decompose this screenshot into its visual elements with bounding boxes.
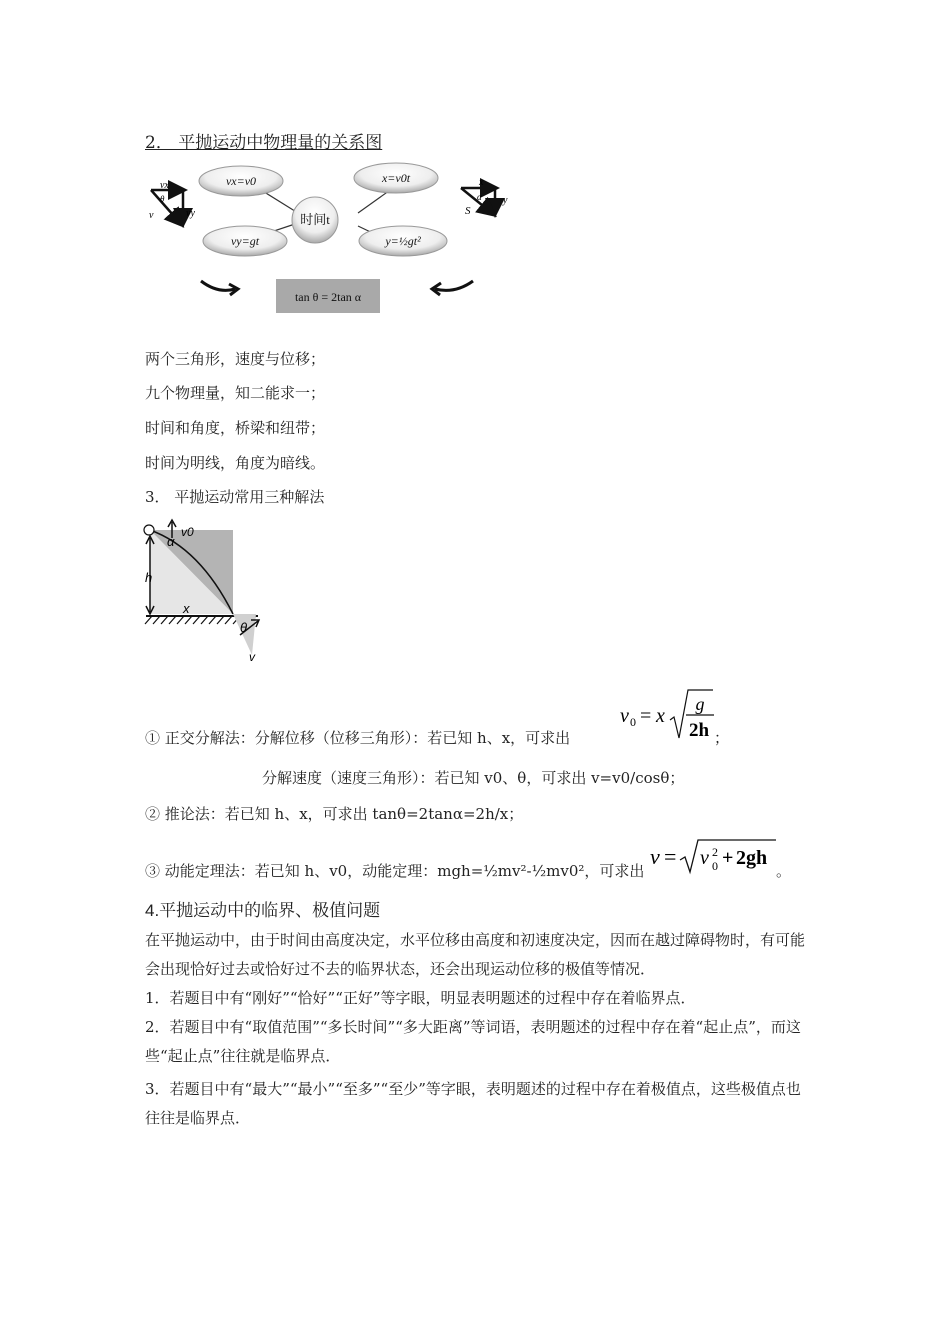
svg-text:=: = [664, 844, 677, 869]
projectile-figure [140, 518, 270, 666]
section-4-item-3: 3．若题目中有“最大”“最小”“至多”“至少”等字眼，表明题述的过程中存在着极值点，这些极值点也往往是临界点． [145, 1080, 801, 1127]
method-1b-text: 分解速度（速度三角形）：若已知 v0、θ，可求出 v=v0/cosθ； [262, 769, 685, 787]
formula-v [648, 834, 780, 878]
method-3-end: 。 [776, 862, 792, 880]
ellipse-vy [203, 226, 287, 256]
svg-text:v: v [249, 650, 255, 664]
ellipse-y [359, 226, 447, 256]
method-2-text: ② 推论法：若已知 h、x，可求出 tanθ=2tanα=2h/x； [145, 805, 524, 823]
svg-text:2gh: 2gh [736, 847, 768, 869]
velocity-triangle [149, 180, 195, 224]
svg-text:v: v [620, 705, 629, 727]
svg-text:g: g [695, 694, 705, 714]
svg-text:x: x [479, 177, 484, 188]
section-3-heading: 3． 平抛运动常用三种解法 [145, 488, 325, 506]
svg-text:v: v [650, 844, 660, 869]
mnemonic-line-3: 时间和角度，桥梁和纽带； [145, 419, 326, 437]
formula-v0 [618, 686, 728, 744]
svg-text:h: h [145, 570, 153, 585]
vx-formula: vx=v0 [225, 174, 257, 188]
section-4-item-1: 1．若题目中有“刚好”“恰好”“正好”等字眼，明显表明题述的过程中存在着临界点． [145, 989, 696, 1007]
svg-text:x: x [656, 705, 665, 727]
method-1a-text: ① 正交分解法：分解位移（位移三角形）：若已知 h、x，可求出 [145, 729, 571, 747]
y-formula: y=½gt² [385, 234, 421, 248]
svg-text:=: = [640, 705, 652, 727]
svg-text:+: + [722, 847, 734, 869]
method-3-text: ③ 动能定理法：若已知 h、v0，动能定理：mgh=½mv²-½mv0²，可求出 [145, 862, 645, 880]
section-4-heading: 4.平抛运动中的临界、极值问题 [145, 901, 381, 920]
svg-text:α: α [477, 192, 482, 202]
ellipse-vx [199, 166, 283, 196]
svg-text:0: 0 [712, 859, 718, 873]
svg-text:y: y [503, 195, 508, 206]
svg-text:0: 0 [630, 715, 636, 729]
ellipse-x [354, 163, 438, 193]
center-circle [292, 197, 338, 243]
svg-text:v: v [149, 210, 154, 221]
svg-text:2: 2 [712, 845, 718, 859]
center-time: 时间t [300, 212, 330, 227]
svg-text:x: x [183, 601, 190, 616]
svg-text:θ: θ [240, 620, 248, 635]
relation-diagram [143, 158, 533, 323]
displacement-triangle [461, 177, 508, 217]
svg-text:vx: vx [160, 180, 169, 191]
right-curved-arrow [435, 281, 473, 290]
svg-text:α: α [167, 534, 175, 549]
mnemonic-line-1: 两个三角形，速度与位移； [145, 350, 326, 368]
mnemonic-line-4: 时间为明线，角度为暗线。 [145, 454, 326, 472]
tan-formula-box: tan θ = 2tan α [294, 290, 362, 304]
method-1a-end: ； [714, 729, 730, 747]
vy-formula: vy=gt [230, 234, 260, 248]
svg-text:v: v [700, 847, 709, 869]
section-2-heading: 2． 平抛运动中物理量的关系图 [145, 133, 383, 153]
mnemonic-line-2: 九个物理量，知二能求一； [145, 384, 326, 402]
svg-text:vy: vy [186, 208, 195, 219]
x-formula: x=v0t [381, 171, 411, 185]
section-4-intro: 在平抛运动中，由于时间由高度决定，水平位移由高度和初速度决定，因而在越过障碍物时，有可能会出现恰好过去或恰好过不去的临界状态，还会出现运动位移的极值等情况． [145, 931, 806, 978]
svg-text:v0: v0 [181, 525, 194, 539]
svg-text:2h: 2h [688, 720, 710, 741]
section-4-item-2: 2．若题目中有“取值范围”“多长时间”“多大距离”等词语，表明题述的过程中存在着“起止点”，而这些“起止点”往往就是临界点． [145, 1018, 801, 1065]
svg-text:S: S [465, 205, 471, 217]
svg-text:θ: θ [160, 194, 165, 204]
